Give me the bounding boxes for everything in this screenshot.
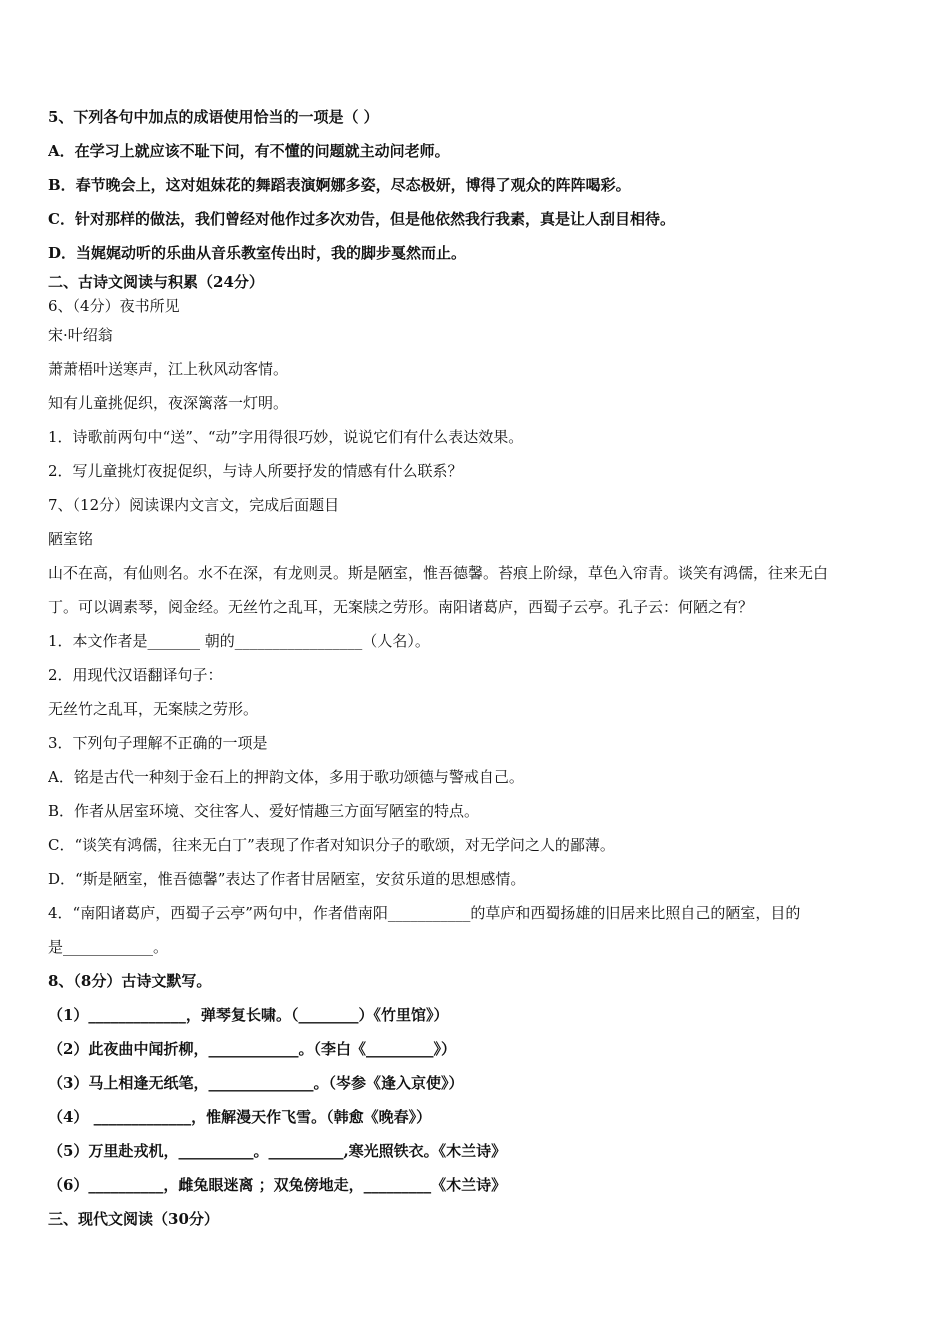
q6-author: 宋·叶绍翁 — [48, 326, 113, 344]
q5-option-d: D．当娓娓动听的乐曲从音乐教室传出时，我的脚步戛然而止。 — [48, 244, 467, 262]
q6-title: 6、（4分）夜书所见 — [48, 297, 180, 315]
q7-sub-2: 2．用现代汉语翻译句子： — [48, 666, 223, 684]
q7-sub-3-option-b: B．作者从居室环境、交往客人、爱好情趣三方面写陋室的特点。 — [48, 802, 480, 820]
q6-poem-line-1: 萧萧梧叶送寒声，江上秋风动客情。 — [48, 360, 289, 378]
q7-sub-2-sentence: 无丝竹之乱耳，无案牍之劳形。 — [48, 700, 259, 718]
q5-option-b: B．春节晚会上，这对姐妹花的舞蹈表演婀娜多姿，尽态极妍，博得了观众的阵阵喝彩。 — [48, 176, 631, 194]
q7-sub-3-option-d: D．“斯是陋室，惟吾德馨”表达了作者甘居陋室，安贫乐道的思想感情。 — [48, 870, 526, 888]
q8-item-3: （3）马上相逢无纸笔，______________。（岑参《逢入京使》） — [48, 1074, 464, 1092]
section-3-title: 三、现代文阅读（30分） — [48, 1210, 219, 1228]
q5-option-a: A．在学习上就应该不耻下问，有不懂的问题就主动问老师。 — [48, 142, 450, 160]
q7-sub-4-line-1: 4．“南阳诸葛庐，西蜀子云亭”两句中，作者借南阳___________的草庐和西蜀扬雄的旧居来比照自己的陋室，目的 — [48, 904, 801, 922]
q8-item-5: （5）万里赴戎机，__________。__________,寒光照铁衣。《木兰诗》 — [48, 1142, 507, 1160]
q8-item-4: （4） _____________，惟解漫天作飞雪。（韩愈《晚春》） — [48, 1108, 432, 1126]
q7-sub-1: 1．本文作者是_______ 朝的_________________（人名）。 — [48, 632, 430, 650]
q7-sub-4-line-2: 是____________。 — [48, 938, 169, 956]
q7-sub-3: 3．下列句子理解不正确的一项是 — [48, 734, 268, 752]
section-2-title: 二、古诗文阅读与积累（24分） — [48, 273, 264, 291]
q6-poem-line-2: 知有儿童挑促织，夜深篱落一灯明。 — [48, 394, 289, 412]
q5-title: 5、下列各句中加点的成语使用恰当的一项是（ ） — [48, 108, 379, 126]
q8-item-6: （6）__________，雌兔眼迷离 ；双兔傍地走，_________《木兰诗》 — [48, 1176, 507, 1194]
q6-question-2: 2．写儿童挑灯夜捉促织，与诗人所要抒发的情感有什么联系？ — [48, 462, 463, 480]
q7-text-line-2: 丁。可以调素琴，阅金经。无丝竹之乱耳，无案牍之劳形。南阳诸葛庐，西蜀子云亭。孔子云：何陋之有？ — [48, 598, 754, 616]
q8-item-2: （2）此夜曲中闻折柳，____________。（李白《_________》） — [48, 1040, 456, 1058]
q7-sub-3-option-a: A．铭是古代一种刻于金石上的押韵文体，多用于歌功颂德与警戒自己。 — [48, 768, 524, 786]
q7-text-line-1: 山不在高，有仙则名。水不在深，有龙则灵。斯是陋室，惟吾德馨。苔痕上阶绿，草色入帘青。谈笑有鸿儒，往来无白 — [48, 564, 829, 582]
q5-option-c: C．针对那样的做法，我们曾经对他作过多次劝告，但是他依然我行我素，真是让人刮目相待。 — [48, 210, 675, 228]
q8-title: 8、（8分）古诗文默写。 — [48, 972, 212, 990]
q7-text-title: 陋室铭 — [48, 530, 94, 548]
q7-title: 7、（12分）阅读课内文言文，完成后面题目 — [48, 496, 340, 514]
q7-sub-3-option-c: C．“谈笑有鸿儒，往来无白丁”表现了作者对知识分子的歌颂，对无学问之人的鄙薄。 — [48, 836, 615, 854]
q6-question-1: 1．诗歌前两句中“送”、“动”字用得很巧妙，说说它们有什么表达效果。 — [48, 428, 524, 446]
q8-item-1: （1）_____________，弹琴复长啸。（________）《竹里馆》） — [48, 1006, 449, 1024]
